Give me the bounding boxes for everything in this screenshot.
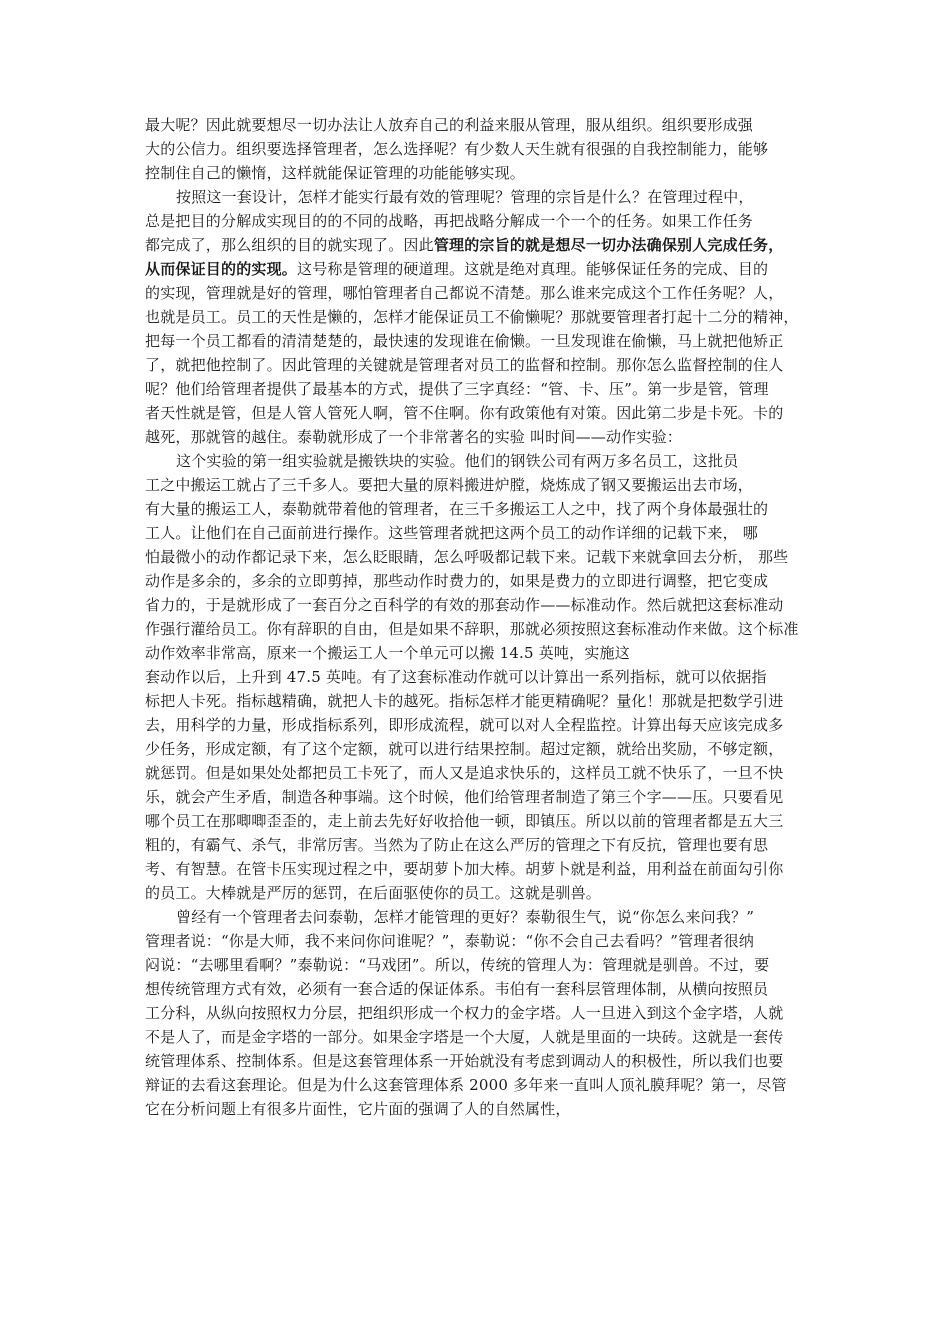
text-line: 最大呢？因此就要想尽一切办法让人放弃自己的利益来服从管理，服从组织。组织要形成强 [145,116,754,134]
text-line [145,233,809,257]
text-segment: 都完成了，那么组织的目的就实现了。因此 [145,236,434,254]
text-line: 粗的，有霸气、杀气，非常厉害。当然为了防止在这么严厉的管理之下有反抗，管理也要有思 [145,836,769,854]
text-line: 工人。让他们在自己面前进行操作。这些管理者就把这两个员工的动作详细的记载下来， 哪 [145,524,758,542]
text-line: 怕最微小的动作都记录下来，怎么眨眼睛，怎么呼吸都记载下来。记载下来就拿回去分析， 那些 [145,548,789,566]
text-line [145,257,809,281]
text-line: 它在分析问题上有很多片面性，它片面的强调了人的自然属性， [145,1100,571,1118]
text-line: 这个实验的第一组实验就是搬铁块的实验。他们的钢铁公司有两万多名员工，这批员 [176,452,739,470]
text-line: 管理者说：“你是大师，我不来问你问谁呢？”，泰勒说：“你不会自己去看吗？”管理者很纳 [145,932,755,950]
text-line: 作强行灌给员工。你有辞职的自由，但是如果不辞职，那就必须按照这套标准动作来做。这个标准 [145,620,799,638]
text-line: 工分科，从纵向按照权力分层，把组织形成一个权力的金字塔。人一旦进入到这个金字塔，人就 [145,1004,784,1022]
bold-text: 管理的宗旨的就是想尽一切办法确保别人完成任务， [433,236,784,254]
text-line: 动作是多余的，多余的立即剪掉，那些动作时费力的，如果是费力的立即进行调整，把它变成 [145,572,769,590]
text-line: 有大量的搬运工人，泰勒就带着他的管理者，在三千多搬运工人之中，找了两个身体最强壮的 [145,500,769,518]
paragraph-3 [145,449,809,905]
paragraph-1 [145,113,809,185]
text-line: 越死，那就管的越住。泰勒就形成了一个非常著名的实验 叫时间——动作实验： [145,428,682,446]
text-line: 不是人了，而是金字塔的一部分。如果金字塔是一个大厦，人就是里面的一块砖。这就是一套传 [145,1028,784,1046]
text-line: 者天性就是管，但是人管人管死人啊，管不住啊。你有政策他有对策。因此第二步是卡死。卡的 [145,404,784,422]
text-line: 标把人卡死。指标越精确，就把人卡的越死。指标怎样才能更精确呢？量化！那就是把数学引进 [145,692,784,710]
text-line: 控制住自己的懒惰，这样就能保证管理的功能能够实现。 [145,164,526,182]
text-line: 总是把目的分解成实现目的的不同的战略，再把战略分解成一个一个的任务。如果工作任务 [145,212,754,230]
text-line: 了，就把他控制了。因此管理的关键就是管理者对员工的监督和控制。那你怎么监督控制的住人 [145,356,784,374]
text-line: 就惩罚。但是如果处处都把员工卡死了，而人又是追求快乐的，这样员工就不快乐了，一旦不快 [145,764,784,782]
text-line: 动作效率非常高，原来一个搬运工人一个单元可以搬 14.5 英吨，实施这 [145,644,630,662]
text-line: 辩证的去看这套理论。但是为什么这套管理体系 2000 多年来一直叫人顶礼膜拜呢？第一，尽管 [145,1076,787,1094]
text-line: 套动作以后，上升到 47.5 英吨。有了这套标准动作就可以计算出一系列指标，就可以依据指 [145,668,767,686]
text-line: 的实现，管理就是好的管理，哪怕管理者自己都说不清楚。那么谁来完成这个工作任务呢？人， [145,284,784,302]
text-line: 的员工。大棒就是严厉的惩罚，在后面驱使你的员工。这就是驯兽。 [145,884,602,902]
text-line: 曾经有一个管理者去问泰勒，怎样才能管理的更好？泰勒很生气，说“你怎么来问我？” [176,908,755,926]
body-text [145,113,809,1121]
text-line: 少任务，形成定额，有了这个定额，就可以进行结果控制。超过定额，就给出奖励，不够定额， [145,740,784,758]
text-line: 去，用科学的力量，形成指标系列，即形成流程，就可以对人全程监控。计算出每天应该完成多 [145,716,784,734]
text-line: 统管理体系、控制体系。但是这套管理体系一开始就没有考虑到调动人的积极性，所以我们也要 [145,1052,784,1070]
text-line: 把每一个员工都看的清清楚楚的，最快速的发现谁在偷懒。一旦发现谁在偷懒，马上就把他矫正 [145,332,784,350]
text-line: 哪个员工在那唧唧歪歪的，走上前去先好好收拾他一顿，即镇压。所以以前的管理者都是五大三 [145,812,784,830]
text-line: 省力的，于是就形成了一套百分之百科学的有效的那套动作——标准动作。然后就把这套标准动 [145,596,784,614]
paragraph-2 [145,185,809,449]
text-line: 按照这一套设计，怎样才能实行最有效的管理呢？管理的宗旨是什么？在管理过程中， [176,188,754,206]
paragraph-4 [145,905,809,1121]
text-line: 想传统管理方式有效，必须有一套合适的保证体系。韦伯有一套科层管理体制，从横向按照员 [145,980,769,998]
text-line: 闷说：“去哪里看啊？”泰勒说：“马戏团”。所以，传统的管理人为：管理就是驯兽。不过，要 [145,956,770,974]
bold-text: 从而保证目的的实现。 [145,260,298,278]
text-line: 乐，就会产生矛盾，制造各种事端。这个时候，他们给管理者制造了第三个字——压。只要看见 [145,788,784,806]
text-line: 大的公信力。组织要选择管理者，怎么选择呢？有少数人天生就有很强的自我控制能力，能够 [145,140,769,158]
text-line: 工之中搬运工就占了三千多人。要把大量的原料搬进炉膛，烧炼成了钢又要搬运出去市场， [145,476,754,494]
text-line: 呢？他们给管理者提供了最基本的方式，提供了三字真经：“管、卡、压”。第一步是管，管理 [145,380,769,398]
text-line: 考、有智慧。在管卡压实现过程之中，要胡萝卜加大棒。胡萝卜就是利益，用利益在前面勾引你 [145,860,784,878]
text-segment: 这号称是管理的硬道理。这就是绝对真理。能够保证任务的完成、目的 [297,260,769,278]
text-line: 也就是员工。员工的天性是懒的，怎样才能保证员工不偷懒呢？那就要管理者打起十二分的精神， [145,308,799,326]
